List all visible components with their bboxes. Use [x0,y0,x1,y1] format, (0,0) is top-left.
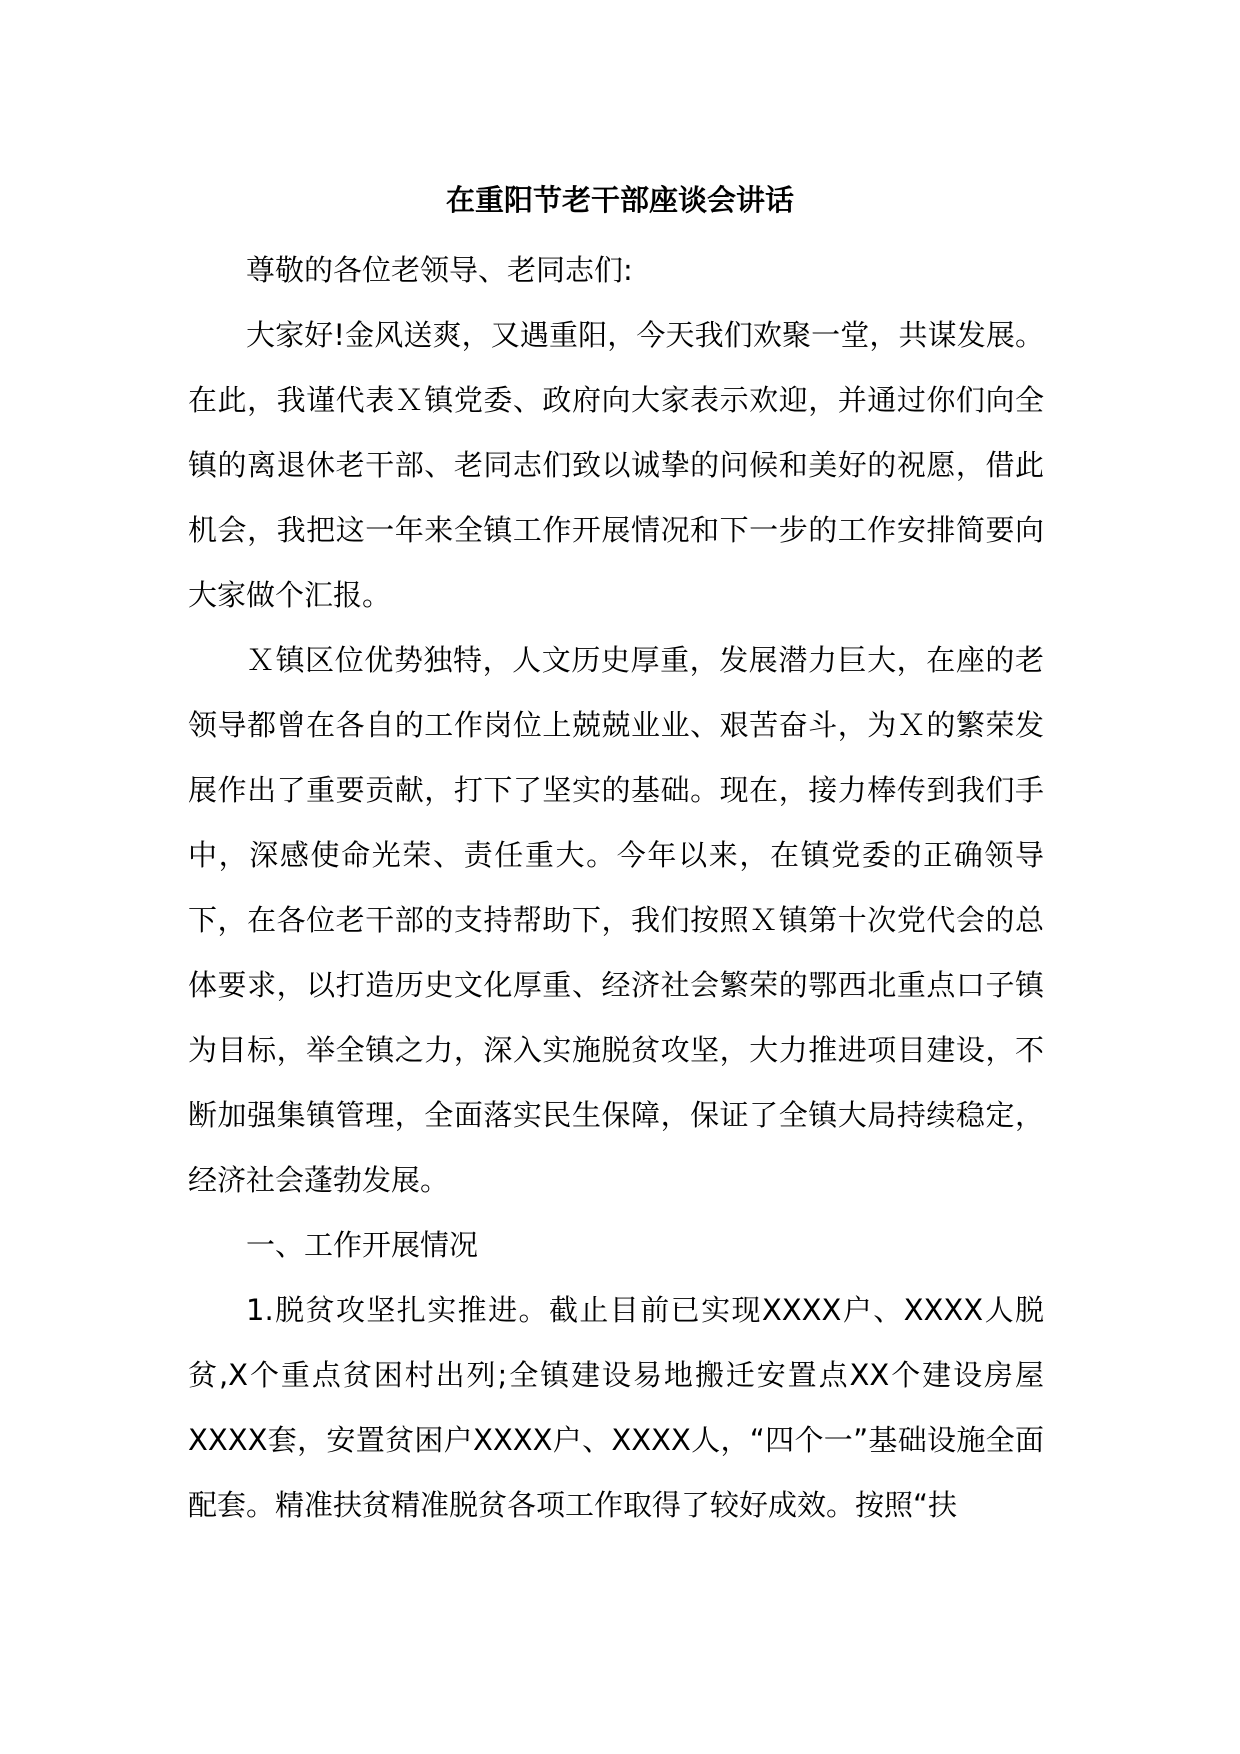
greeting-paragraph: 大家好!金风送爽，又遇重阳，今天我们欢聚一堂，共谋发展。在此，我谨代表Ｘ镇党委、政府向大家表示欢迎，并通过你们向全镇的离退休老干部、老同志们致以诚挚的问候和美好的祝愿，借此机会，我把这一年来全镇工作开展情况和下一步的工作安排简要向大家做个汇报。 [188,318,1044,612]
document-body [188,238,1044,1538]
poverty-alleviation-paragraph: 1.脱贫攻坚扎实推进。截止目前已实现XXXX户、XXXX人脱贫,X个重点贫困村出列;全镇建设易地搬迁安置点XX个建设房屋XXXX套，安置贫困户XXXX户、XXXX人，“四个一”基础设施全面配套。精准扶贫精准脱贫各项工作取得了较好成效。按照“扶 [188,1293,1044,1522]
overview-paragraph: Ｘ镇区位优势独特，人文历史厚重，发展潜力巨大，在座的老领导都曾在各自的工作岗位上兢兢业业、艰苦奋斗，为Ｘ的繁荣发展作出了重要贡献，打下了坚实的基础。现在，接力棒传到我们手中，深感使命光荣、责任重大。今年以来，在镇党委的正确领导下，在各位老干部的支持帮助下，我们按照Ｘ镇第十次党代会的总体要求，以打造历史文化厚重、经济社会繁荣的鄂西北重点口子镇为目标，举全镇之力，深入实施脱贫攻坚，大力推进项目建设，不断加强集镇管理，全面落实民生保障，保证了全镇大局持续稳定，经济社会蓬勃发展。 [188,643,1044,1197]
document-title: 在重阳节老干部座谈会讲话 [445,183,794,217]
salutation-paragraph: 尊敬的各位老领导、老同志们: [246,253,633,287]
section-heading: 一、工作开展情况 [246,1228,479,1262]
